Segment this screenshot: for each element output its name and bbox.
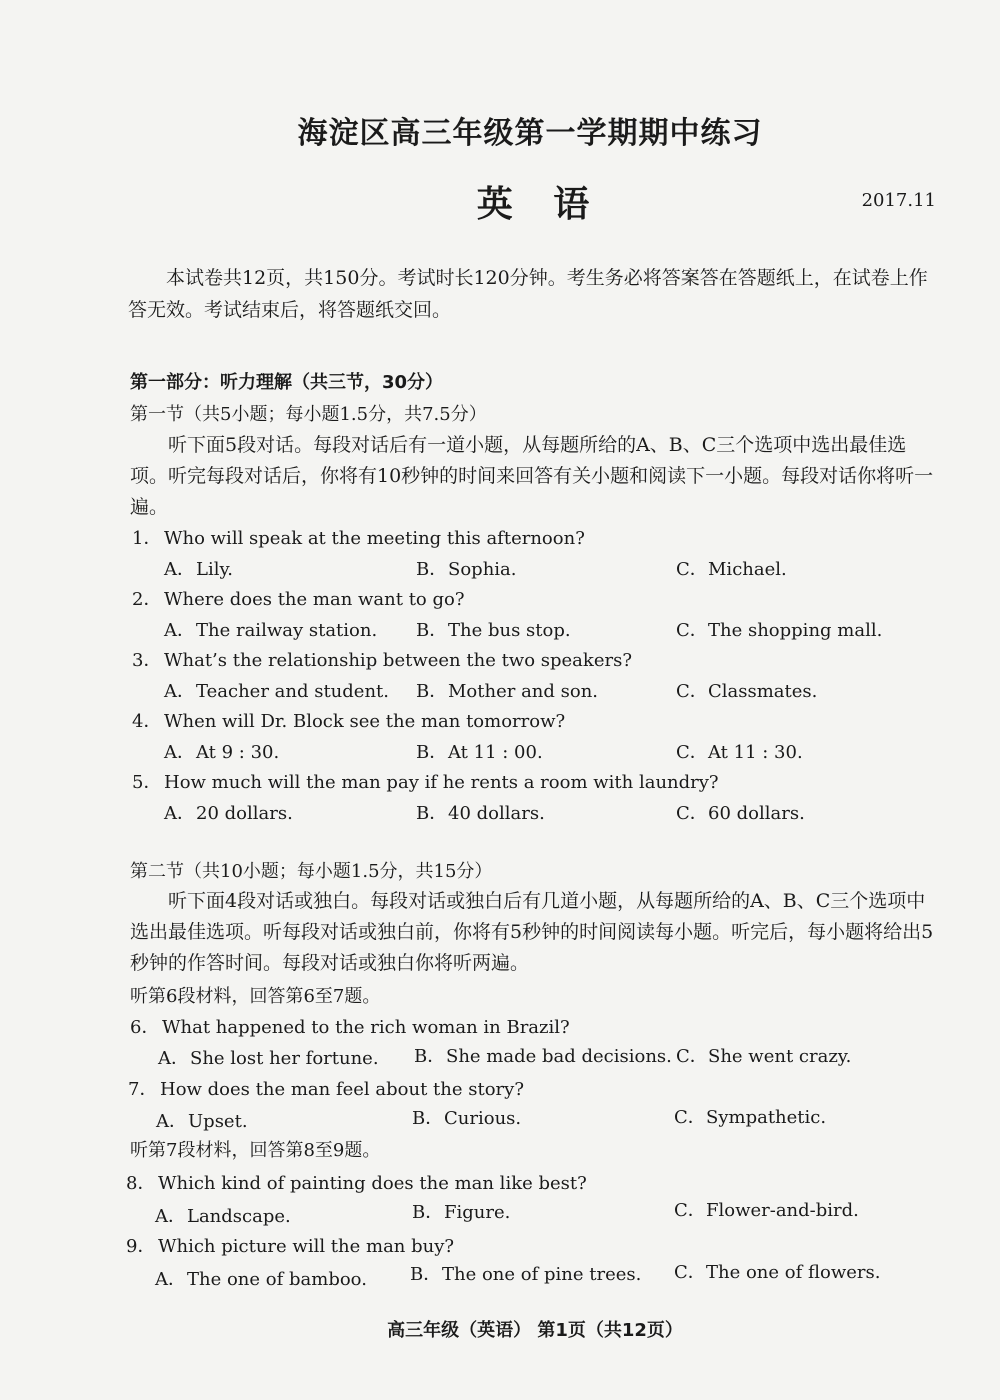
part1-title: 第一部分：听力理解（共三节，30分） (130, 372, 444, 393)
option-1b: B．Sophia. (416, 559, 517, 580)
section1-instructions: 听下面5段对话。每段对话后有一道小题，从每题所给的A、B、C三个选项中选出最佳选项。听完每段对话后，你将有10秒钟的时间来回答有关小题和阅读下一小题。每段对话你将听一遍。 (130, 434, 934, 518)
question-3: 3． What’s the relationship between the two speakers? (132, 650, 632, 671)
option-1c: C．Michael. (676, 559, 787, 580)
option-3c: C．Classmates. (676, 681, 818, 702)
option-9b: B．The one of pine trees. (410, 1264, 642, 1285)
question-6: 6． What happened to the rich woman in Brazil? (130, 1017, 570, 1038)
option-8a: A．Landscape. (155, 1206, 291, 1227)
option-3b: B．Mother and son. (416, 681, 599, 702)
option-9a: A．The one of bamboo. (155, 1269, 367, 1290)
question-4: 4． When will Dr. Block see the man tomorrow? (132, 711, 566, 732)
question-2: 2． Where does the man want to go? (132, 589, 465, 610)
material-7-label: 听第7段材料，回答第8至9题。 (130, 1140, 381, 1161)
option-3a: A．Teacher and student. (164, 681, 389, 702)
option-4c: C．At 11 : 30. (676, 742, 803, 763)
option-6a: A．She lost her fortune. (158, 1048, 379, 1069)
question-8: 8． Which kind of painting does the man like best? (126, 1173, 587, 1194)
option-7b: B．Curious. (412, 1108, 522, 1129)
option-5c: C．60 dollars. (676, 803, 805, 824)
option-4b: B．At 11 : 00. (416, 742, 543, 763)
option-7a: A．Upset. (156, 1111, 248, 1132)
exam-date: 2017.11 (861, 190, 936, 211)
section2-title: 第二节（共10小题；每小题1.5分，共15分） (130, 861, 493, 882)
question-1: 1． Who will speak at the meeting this afternoon? (132, 528, 585, 549)
option-4a: A．At 9 : 30. (164, 742, 280, 763)
exam-instructions: 本试卷共12页，共150分。考试时长120分钟。考生务必将答案答在答题纸上，在试卷上作答无效。考试结束后，将答题纸交回。 (128, 267, 928, 321)
option-5a: A．20 dollars. (164, 803, 293, 824)
option-6c: C．She went crazy. (676, 1046, 852, 1067)
option-2a: A．The railway station. (164, 620, 378, 641)
material-6-label: 听第6段材料，回答第6至7题。 (130, 986, 381, 1007)
option-2c: C．The shopping mall. (676, 620, 883, 641)
option-1a: A．Lily. (164, 559, 233, 580)
page-footer: 高三年级（英语） 第1页（共12页） (387, 1320, 683, 1341)
section2-instructions: 听下面4段对话或独白。每段对话或独白后有几道小题，从每题所给的A、B、C三个选项中选出最佳选项。听每段对话或独白前，你将有5秒钟的时间阅读每小题。听完后，每小题将给出5秒钟的作答时间。每段对话或独白你将听两遍。 (130, 890, 934, 974)
option-2b: B．The bus stop. (416, 620, 571, 641)
exam-title: 海淀区高三年级第一学期期中练习 (297, 116, 763, 151)
option-8c: C．Flower-and-bird. (674, 1200, 859, 1221)
option-8b: B．Figure. (412, 1202, 511, 1223)
option-6b: B．She made bad decisions. (414, 1046, 672, 1067)
option-9c: C．The one of flowers. (674, 1262, 881, 1283)
question-9: 9． Which picture will the man buy? (126, 1236, 455, 1257)
question-5: 5． How much will the man pay if he rents a room with laundry? (132, 772, 719, 793)
question-7: 7． How does the man feel about the story? (128, 1079, 524, 1100)
section1-title: 第一节（共5小题；每小题1.5分，共7.5分） (130, 404, 487, 425)
subject-title: 英 语 (476, 183, 604, 225)
option-7c: C．Sympathetic. (674, 1107, 827, 1128)
option-5b: B．40 dollars. (416, 803, 545, 824)
